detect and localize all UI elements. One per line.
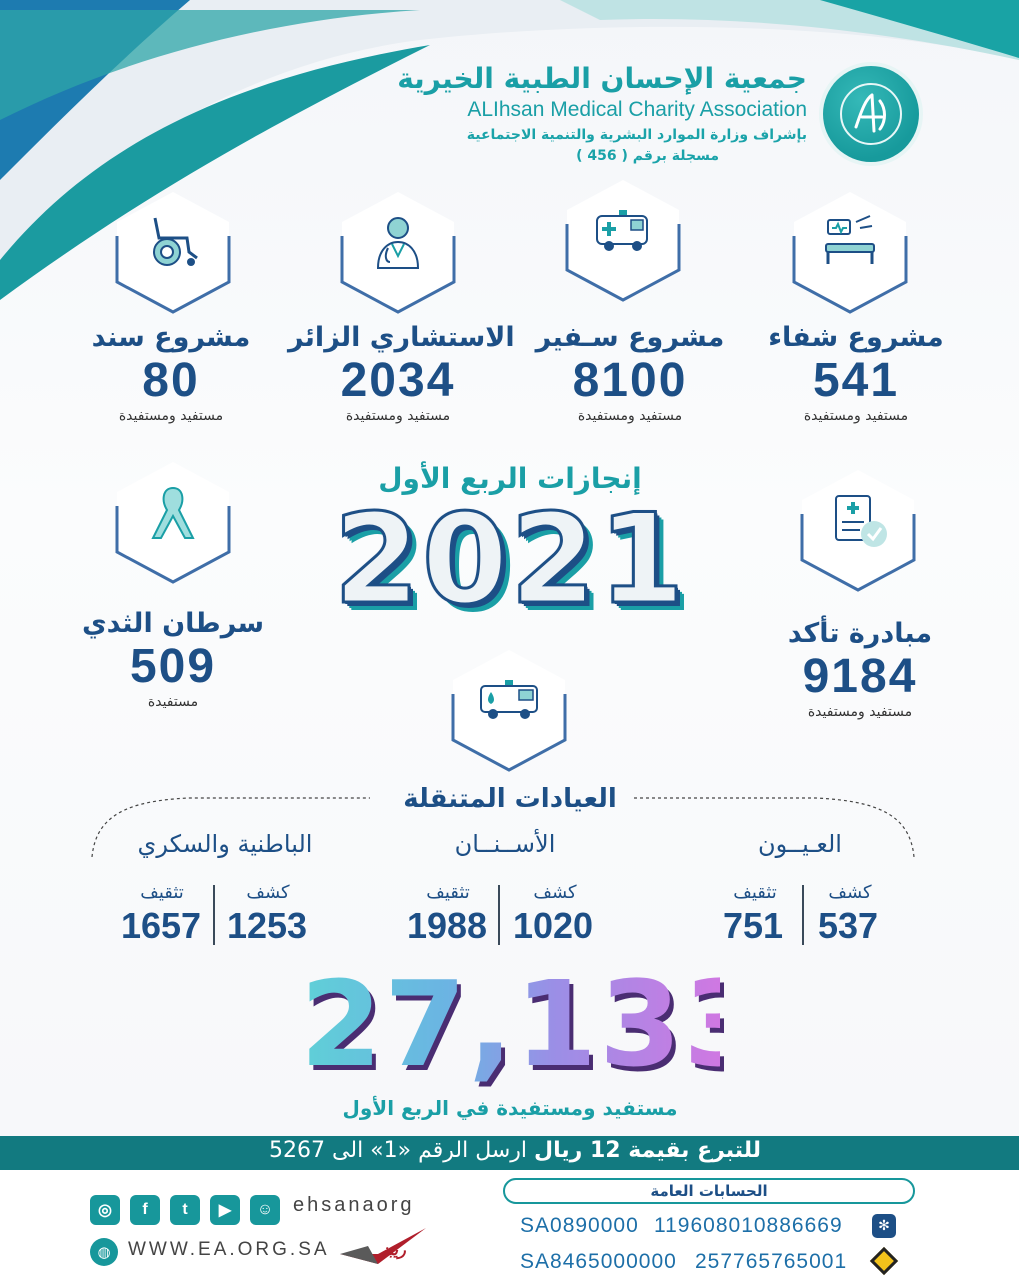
doctor-badge — [340, 190, 456, 316]
clinic-edu-value: 1657 — [120, 905, 202, 946]
donation-amount: للتبرع بقيمة 12 ريال — [534, 1138, 761, 1163]
snapchat-icon[interactable]: ☺ — [250, 1195, 280, 1225]
initiative-title: مبادرة تأكد — [787, 618, 933, 649]
registration-line: مسجلة برقم ( 456 ) — [576, 148, 719, 164]
ambulance-icon — [593, 200, 653, 260]
doctor-icon — [368, 212, 428, 272]
project-sub: مستفيد ومستفيدة — [803, 408, 909, 424]
breast-cancer-title: سرطان الثدي — [81, 608, 265, 639]
globe-icon: ◍ — [90, 1238, 118, 1266]
project-shifa — [746, 322, 966, 424]
clinic-exam-value: 537 — [817, 905, 879, 946]
divider — [213, 885, 215, 945]
clinics-title: العيادات المتنقلة — [403, 784, 617, 814]
twitter-icon[interactable]: t — [170, 1195, 200, 1225]
clinic-edu-label: تثقيف — [426, 882, 470, 903]
social-handle[interactable]: ehsanaorg — [293, 1194, 415, 1216]
clinic-eyes-name: العـيــون — [758, 830, 842, 858]
clinic-exam-label: كشف — [533, 882, 577, 903]
youtube-icon[interactable]: ▶ — [210, 1195, 240, 1225]
ihsan-calligraphy-logo — [823, 66, 919, 162]
clinic-exam-value: 1020 — [512, 905, 594, 946]
accounts-title: الحسابات العامة — [503, 1178, 915, 1204]
project-value: 2034 — [340, 354, 456, 407]
facebook-icon[interactable]: f — [130, 1195, 160, 1225]
breast-cancer — [63, 608, 283, 710]
clinic-edu-label: تثقيف — [140, 882, 184, 903]
org-name-arabic: جمعية الإحسان الطبية الخيرية — [397, 62, 807, 95]
clinic-internal-name: الباطنية والسكري — [137, 830, 313, 858]
project-sub: مستفيد ومستفيدة — [118, 408, 224, 424]
divider — [498, 885, 500, 945]
project-safeer — [520, 322, 740, 424]
hospital-bed-badge — [792, 190, 908, 316]
ambulance-badge — [565, 178, 681, 304]
clinic-exam-value: 1253 — [226, 905, 308, 946]
awareness-ribbon-icon — [143, 482, 203, 542]
wheelchair-icon — [143, 212, 203, 272]
initiative-taakad — [750, 618, 970, 720]
total-beneficiaries: 27,133 — [300, 955, 768, 1093]
year-2021: 2021 — [333, 488, 687, 632]
sponsor-name: ريبز — [380, 1240, 406, 1259]
mobile-clinic-badge — [451, 648, 567, 774]
project-visiting-consultant — [288, 322, 515, 424]
divider — [802, 885, 804, 945]
medical-checklist-badge — [800, 468, 916, 594]
project-title: الاستشاري الزائر — [288, 322, 515, 353]
donation-instruction: ارسل الرقم «1» الى 5267 — [269, 1138, 528, 1163]
org-name-english: ALIhsan Medical Charity Association — [467, 98, 807, 121]
project-sanad — [61, 322, 281, 424]
total-sub: مستفيد ومستفيدة في الربع الأول — [342, 1096, 678, 1120]
donation-bar — [0, 1136, 1019, 1170]
quarter-title: إنجازات الربع الأول — [378, 462, 642, 495]
clinic-edu-label: تثقيف — [733, 882, 777, 903]
wheelchair-badge — [115, 190, 231, 316]
project-value: 541 — [812, 354, 900, 407]
clinic-edu-value: 751 — [722, 905, 784, 946]
breast-cancer-value: 509 — [129, 640, 217, 693]
donation-text — [269, 1138, 761, 1163]
account-iban: SA0890000 — [520, 1214, 639, 1237]
clinic-exam-label: كشف — [828, 882, 872, 903]
bank-albilad-icon: ✻ — [872, 1214, 896, 1238]
instagram-icon[interactable]: ◎ — [90, 1195, 120, 1225]
hospital-bed-icon — [820, 212, 880, 272]
clinic-edu-value: 1988 — [406, 905, 488, 946]
project-sub: مستفيد ومستفيدة — [345, 408, 451, 424]
awareness-ribbon-badge — [115, 460, 231, 586]
medical-checklist-icon — [828, 490, 888, 550]
mobile-clinic-van-icon — [465, 670, 553, 730]
project-value: 80 — [142, 354, 200, 407]
project-title: مشروع شفاء — [768, 322, 944, 353]
supervision-line: بإشراف وزارة الموارد البشرية والتنمية الاجتماعية — [466, 127, 807, 143]
account-number: 257765765001 — [695, 1250, 848, 1273]
breast-cancer-sub: مستفيدة — [147, 694, 199, 710]
clinic-exam-label: كشف — [246, 882, 290, 903]
initiative-value: 9184 — [802, 650, 918, 703]
clinic-dental-name: الأســنــان — [454, 830, 556, 858]
project-sub: مستفيد ومستفيدة — [577, 408, 683, 424]
account-iban: SA8465000000 — [520, 1250, 677, 1273]
project-value: 8100 — [572, 354, 688, 407]
project-title: مشروع سند — [91, 322, 251, 353]
website-link[interactable]: WWW.EA.ORG.SA — [128, 1239, 330, 1260]
account-number: 119608010886669 — [654, 1214, 843, 1237]
initiative-sub: مستفيد ومستفيدة — [807, 704, 913, 720]
project-title: مشروع سـفير — [535, 322, 725, 353]
